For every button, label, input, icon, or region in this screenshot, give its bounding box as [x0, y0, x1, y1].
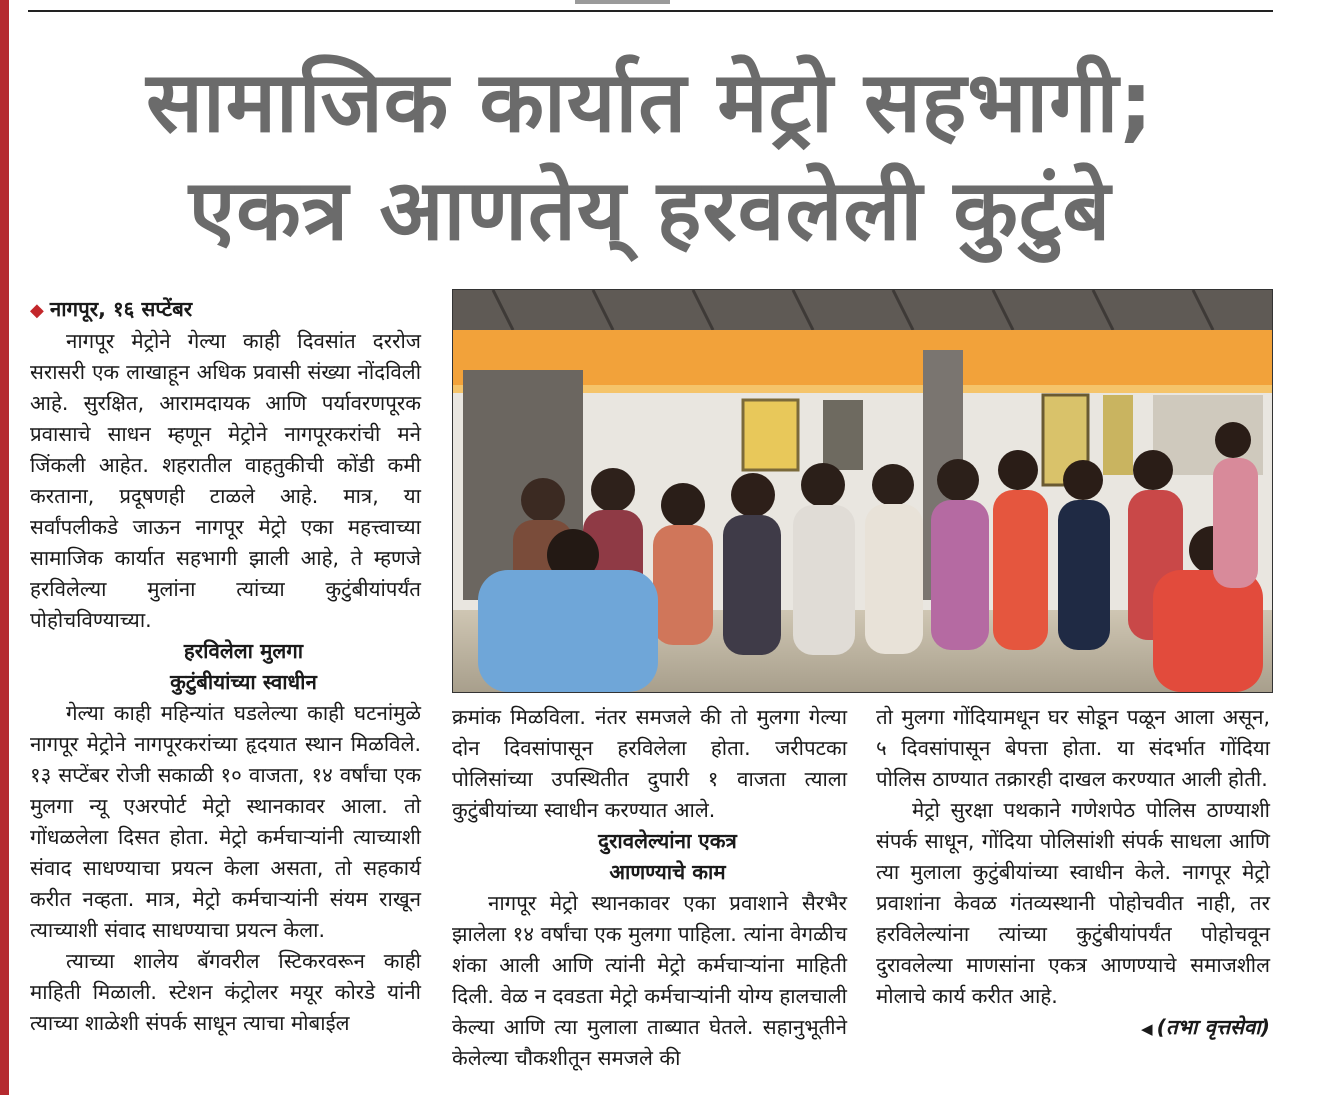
photo-illustration: [453, 290, 1272, 692]
column-2-paragraph-2: नागपूर मेट्रो स्थानकावर एका प्रवाशाने सैरभैर झालेला १४ वर्षांचा एक मुलगा पाहिला. त्यांना वेगळीच शंका आली आणि त्यांनी मेट्रो कर्मचाऱ्यांना माहिती दिली. वेळ न दवडता मेट्रो कर्मचाऱ्यांनी योग्य हालचाली केल्या आणि त्या मुलाला ताब्यात घेतले. सहानुभूतीने केलेल्या चौकशीतून समजले की: [452, 891, 847, 1070]
subheading-1-line-2: कुटुंबीयांच्या स्वाधीन: [170, 670, 317, 694]
diamond-bullet-icon: ◆: [30, 300, 44, 321]
top-rule: [28, 10, 1273, 12]
headline: [30, 48, 1270, 264]
intro-paragraph: नागपूर मेट्रोने गेल्या काही दिवसांत दररोज सरासरी एक लाखाहून अधिक प्रवासी संख्या नोंदविली आहे. सुरक्षित, आरामदायक आणि पर्यावरणपूरक प्रवासाचे साधन म्हणून मेट्रोने नागपूरकरांची मने जिंकली आहेत. शहरातील वाहतुकीची कोंडी कमी करताना, प्रदूषणही टाळले आहे. मात्र, या सर्वांपलीकडे जाऊन नागपूर मेट्रो एका महत्त्वाच्या सामाजिक कार्यात सहभागी झाली आहे, ते म्हणजे हरविलेल्या मुलांना त्यांच्या कुटुंबीयांपर्यंत पोहोचविण्याच्या.: [30, 329, 421, 632]
subheading-2-line-2: आणण्याचे काम: [609, 860, 726, 884]
subheading-1-line-1: हरविलेला मुलगा: [183, 639, 304, 663]
subheading-2-line-1: दुरावलेल्यांना एकत्र: [598, 829, 737, 853]
paragraph-2: गेल्या काही महिन्यांत घडलेल्या काही घटनांमुळे नागपूर मेट्रोने नागपूरकरांच्या हृदयात स्थान मिळविले. १३ सप्टेंबर रोजी सकाळी १० वाजता, १४ वर्षांचा एक मुलगा न्यू एअरपोर्ट मेट्रो स्थानकावर आला. तो गोंधळलेला दिसत होता. मेट्रो कर्मचाऱ्यांनी त्याच्याशी संवाद साधण्याचा प्रयत्न केला असता, तो सहकार्य करीत नव्हता. मात्र, मेट्रो कर्मचाऱ्यांनी संयम राखून त्याच्याशी संवाद साधण्याचा प्रयत्न केला.: [30, 701, 421, 942]
dateline-text: नागपूर, १६ सप्टेंबर: [49, 297, 193, 321]
top-tab-marker: [575, 0, 670, 4]
article-column-2: [452, 702, 847, 1074]
headline-line-1: सामाजिक कार्यात मेट्रो सहभागी;: [146, 53, 1154, 151]
article-column-3: [876, 702, 1270, 1045]
dateline: [30, 294, 421, 326]
metro-station-photo: [452, 289, 1273, 693]
article-column-1: [30, 294, 421, 1039]
paragraph-3: त्याच्या शालेय बॅगवरील स्टिकरवरून काही माहिती मिळाली. स्टेशन कंट्रोलर मयूर कोरडे यांनी त्याच्या शाळेशी संपर्क साधून त्याचा मोबाईल: [30, 949, 421, 1035]
left-margin-bar: [0, 0, 9, 1095]
headline-line-2: एकत्र आणतेय् हरवलेली कुटुंबे: [188, 161, 1112, 259]
column-2-paragraph-1: क्रमांक मिळविला. नंतर समजले की तो मुलगा गेल्या दोन दिवसांपासून हरविलेला होता. जरीपटका पोलिसांच्या उपस्थितीत दुपारी १ वाजता त्याला कुटुंबीयांच्या स्वाधीन करण्यात आले.: [452, 705, 847, 822]
column-3-paragraph-2: मेट्रो सुरक्षा पथकाने गणेशपेठ पोलिस ठाण्याशी संपर्क साधून, गोंदिया पोलिसांशी संपर्क साधला आणि त्या मुलाला कुटुंबीयांच्या स्वाधीन केले. नागपूर मेट्रो प्रवाशांना केवळ गंतव्यस्थानी पोहोचवीत नाही, तर हरविलेल्यांना त्यांच्या कुटुंबीयांपर्यंत पोहोचवून दुरावलेल्या माणसांना एकत्र आणण्याचे समाजशील मोलाचे कार्य करीत आहे.: [876, 798, 1270, 1008]
triangle-left-icon: ◀: [1141, 1020, 1153, 1038]
column-3-paragraph-1: तो मुलगा गोंदियामधून घर सोडून पळून आला असून, ५ दिवसांपासून बेपत्ता होता. या संदर्भात गोंदिया पोलिस ठाण्यात तक्रारही दाखल करण्यात आली होती.: [876, 705, 1270, 791]
news-credit: [876, 1012, 1270, 1045]
credit-text: (तभा वृत्तसेवा): [1156, 1015, 1270, 1039]
